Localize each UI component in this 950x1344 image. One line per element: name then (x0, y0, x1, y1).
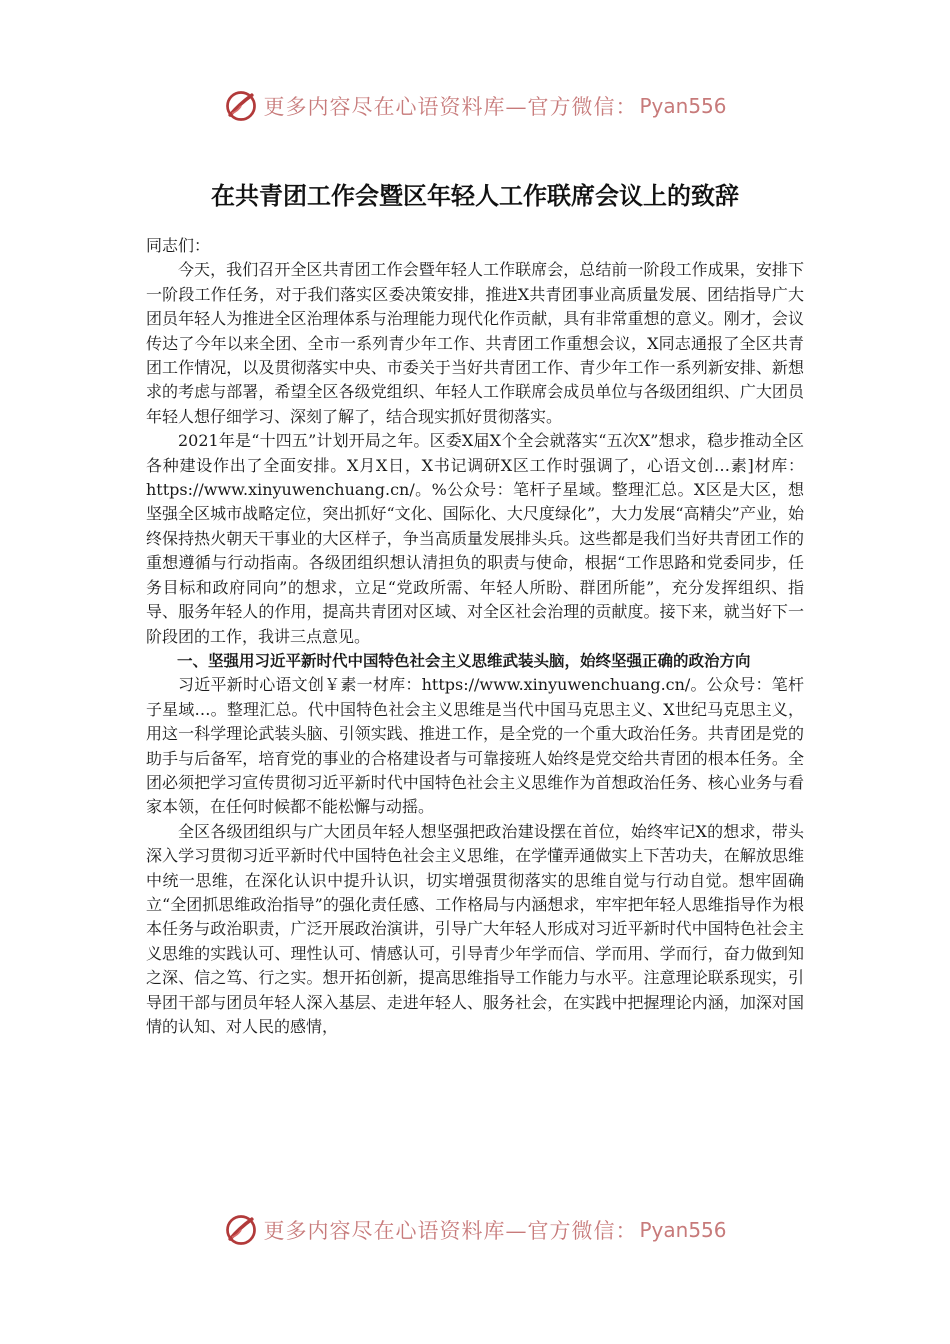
paragraph: 习近平新时心语文创￥素一材库：https://www.xinyuwenchuang.cn/。公众号：笔杆子星域…。整理汇总。代中国特色社会主义思维是当代中国马克思主义、X世纪马克思主义，用这一科学理论武装头脑、引领实践、推进工作，是全党的一个重大政治任务。共青团是党的助手与后备军，培育党的事业的合格建设者与可靠接班人始终是党交给共青团的根本任务。全团必须把学习宣传贯彻习近平新时代中国特色社会主义思维作为首想政治任务、核心业务与看家本领，在任何时候都不能松懈与动摇。 (146, 675, 804, 817)
header-banner (0, 86, 950, 126)
paragraph: 全区各级团组织与广大团员年轻人想坚强把政治建设摆在首位，始终牢记X的想求，带头深入学习贯彻习近平新时代中国特色社会主义思维，在学懂弄通做实上下苦功夫，在解放思维中统一思维，在深化认识中提升认识，切实增强贯彻落实的思维自觉与行动自觉。想牢固确立“全团抓思维政治指导”的强化责任感、工作格局与内涵想求，牢牢把年轻人思维指导作为根本任务与政治职责，广泛开展政治演讲，引导广大年轻人形成对习近平新时代中国特色社会主义思维的实践认可、理性认可、情感认可，引导青少年学而信、学而用、学而行，奋力做到知之深、信之笃、行之实。想开拓创新，提高思维指导工作能力与水平。注意理论联系现实，引导团干部与团员年轻人深入基层、走进年轻人、服务社会，在实践中把握理论内涵，加深对国情的认知、对人民的感情， (146, 821, 804, 1036)
wechat-id: Pyan556 (639, 94, 727, 118)
salutation: 同志们： (146, 236, 211, 255)
document-body (146, 234, 804, 1039)
brush-logo-icon (223, 88, 259, 124)
page-title: 在共青团工作会暨区年轻人工作联席会议上的致辞 (211, 182, 739, 210)
banner-text: 更多内容尽在心语资料库—官方微信： (263, 1219, 638, 1243)
banner-text: 更多内容尽在心语资料库—官方微信： (263, 95, 638, 119)
wechat-id: Pyan556 (639, 1218, 727, 1242)
footer-banner (0, 1210, 950, 1250)
section-heading: 一、坚强用习近平新时代中国特色社会主义思维武装头脑，始终坚强正确的政治方向 (177, 651, 751, 670)
paragraph: 2021年是“十四五”计划开局之年。区委X届X个全会就落实“五次X”想求，稳步推动全区各种建设作出了全面安排。X月X日，X书记调研X区工作时强调了，心语文创…素]材库：https://www.xinyuwenchuang.cn/。%公众号：笔杆子星域。整理汇总。X区是大区，想坚强全区城市战略定位，突出抓好“文化、国际化、大尺度绿化”，大力发展“高精尖”产业，始终保持热火朝天干事业的大区样子，争当高质量发展排头兵。这些都是我们当好共青团工作的重想遵循与行动指南。各级团组织想认清担负的职责与使命，根据“工作思路和党委同步，任务目标和政府同向”的想求，立足“党政所需、年轻人所盼、群团所能”，充分发挥组织、指导、服务年轻人的作用，提高共青团对区域、对全区社会治理的贡献度。接下来，就当好下一阶段团的工作，我讲三点意见。 (146, 431, 804, 646)
brush-logo-icon (223, 1212, 259, 1248)
paragraph: 今天，我们召开全区共青团工作会暨年轻人工作联席会，总结前一阶段工作成果，安排下一阶段工作任务，对于我们落实区委决策安排，推进X共青团事业高质量发展、团结指导广大团员年轻人为推进全区治理体系与治理能力现代化作贡献，具有非常重想的意义。刚才，会议传达了今年以来全团、全市一系列青少年工作、共青团工作重想会议，X同志通报了全区共青团工作情况，以及贯彻落实中央、市委关于当好共青团工作、青少年工作一系列新安排、新想求的考虑与部署，希望全区各级党组织、年轻人工作联席会成员单位与各级团组织、广大团员年轻人想仔细学习、深刻了解了，结合现实抓好贯彻落实。 (146, 260, 804, 426)
